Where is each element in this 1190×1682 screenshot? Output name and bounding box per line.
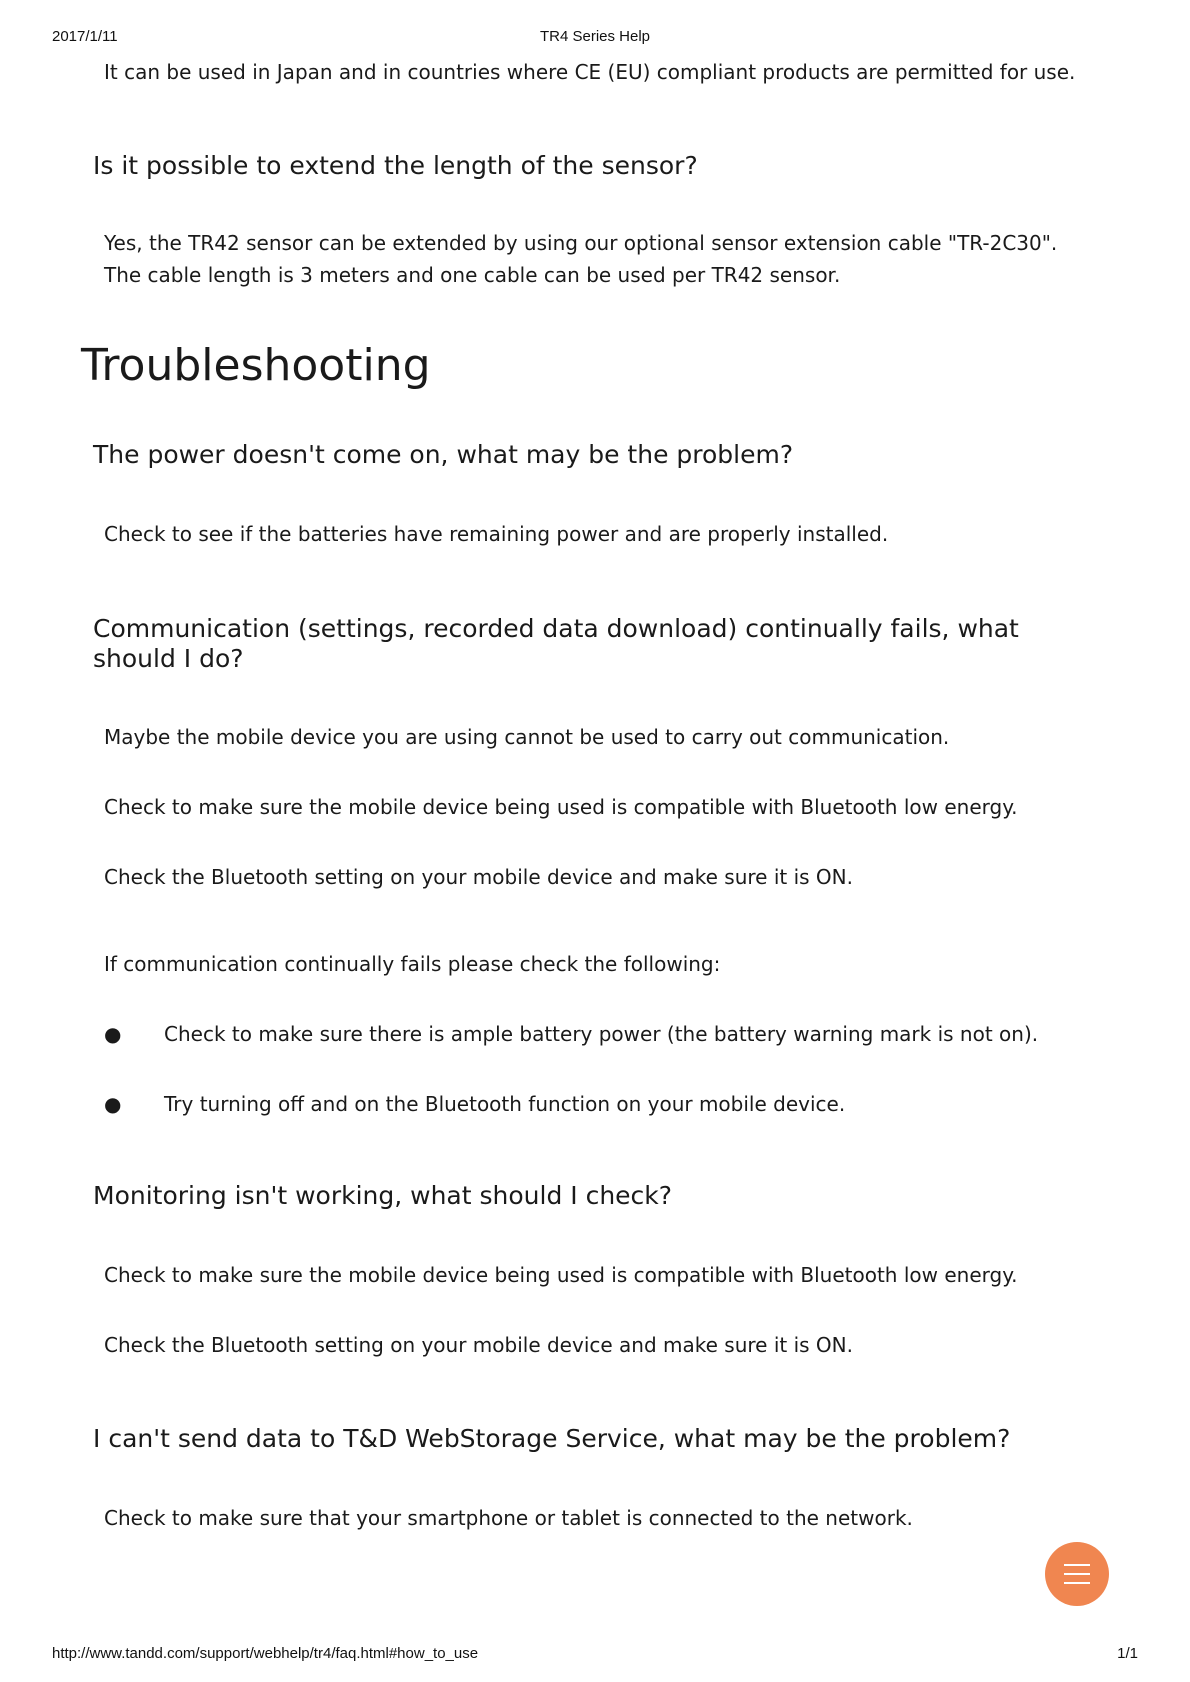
answer-comm-2: Check to make sure the mobile device being used is compatible with Bluetooth low energy.	[104, 795, 1018, 819]
print-date: 2017/1/11	[52, 28, 118, 45]
question-sensor-extension: Is it possible to extend the length of the sensor?	[93, 151, 698, 180]
answer-comm-4: If communication continually fails please check the following:	[104, 952, 721, 976]
answer-comm-3: Check the Bluetooth setting on your mobile device and make sure it is ON.	[104, 865, 853, 889]
question-power: The power doesn't come on, what may be the problem?	[93, 440, 794, 469]
print-title: TR4 Series Help	[539, 28, 651, 45]
question-communication: Communication (settings, recorded data download) continually fails, what should I do?	[93, 614, 1019, 673]
list-item-text: Check to make sure there is ample battery power (the battery warning mark is not on).	[164, 1022, 1039, 1046]
question-monitoring: Monitoring isn't working, what should I check?	[93, 1181, 673, 1210]
print-header	[52, 28, 1138, 48]
list-item-text: Try turning off and on the Bluetooth function on your mobile device.	[164, 1092, 846, 1116]
intro-answer: It can be used in Japan and in countries where CE (EU) compliant products are permitted for use.	[104, 60, 1076, 84]
answer-power: Check to see if the batteries have remaining power and are properly installed.	[104, 522, 889, 546]
answer-monitor-2: Check the Bluetooth setting on your mobile device and make sure it is ON.	[104, 1333, 853, 1357]
answer-comm-1: Maybe the mobile device you are using cannot be used to carry out communication.	[104, 725, 950, 749]
answer-webstorage: Check to make sure that your smartphone or tablet is connected to the network.	[104, 1506, 913, 1530]
answer-sensor-line2: The cable length is 3 meters and one cable can be used per TR42 sensor.	[104, 263, 841, 287]
print-page-number: 1/1	[1117, 1645, 1138, 1662]
print-url: http://www.tandd.com/support/webhelp/tr4/faq.html#how_to_use	[52, 1645, 479, 1662]
answer-sensor-line1: Yes, the TR42 sensor can be extended by using our optional sensor extension cable "TR-2C30".	[104, 231, 1058, 255]
menu-button[interactable]	[1045, 1542, 1109, 1606]
bullet-dot-icon: ●	[104, 1022, 122, 1046]
answer-monitor-1: Check to make sure the mobile device being used is compatible with Bluetooth low energy.	[104, 1263, 1018, 1287]
print-footer	[52, 1645, 1138, 1665]
bullet-dot-icon: ●	[104, 1092, 122, 1116]
section-title-troubleshooting: Troubleshooting	[81, 340, 431, 391]
question-webstorage: I can't send data to T&D WebStorage Service, what may be the problem?	[93, 1424, 1011, 1453]
